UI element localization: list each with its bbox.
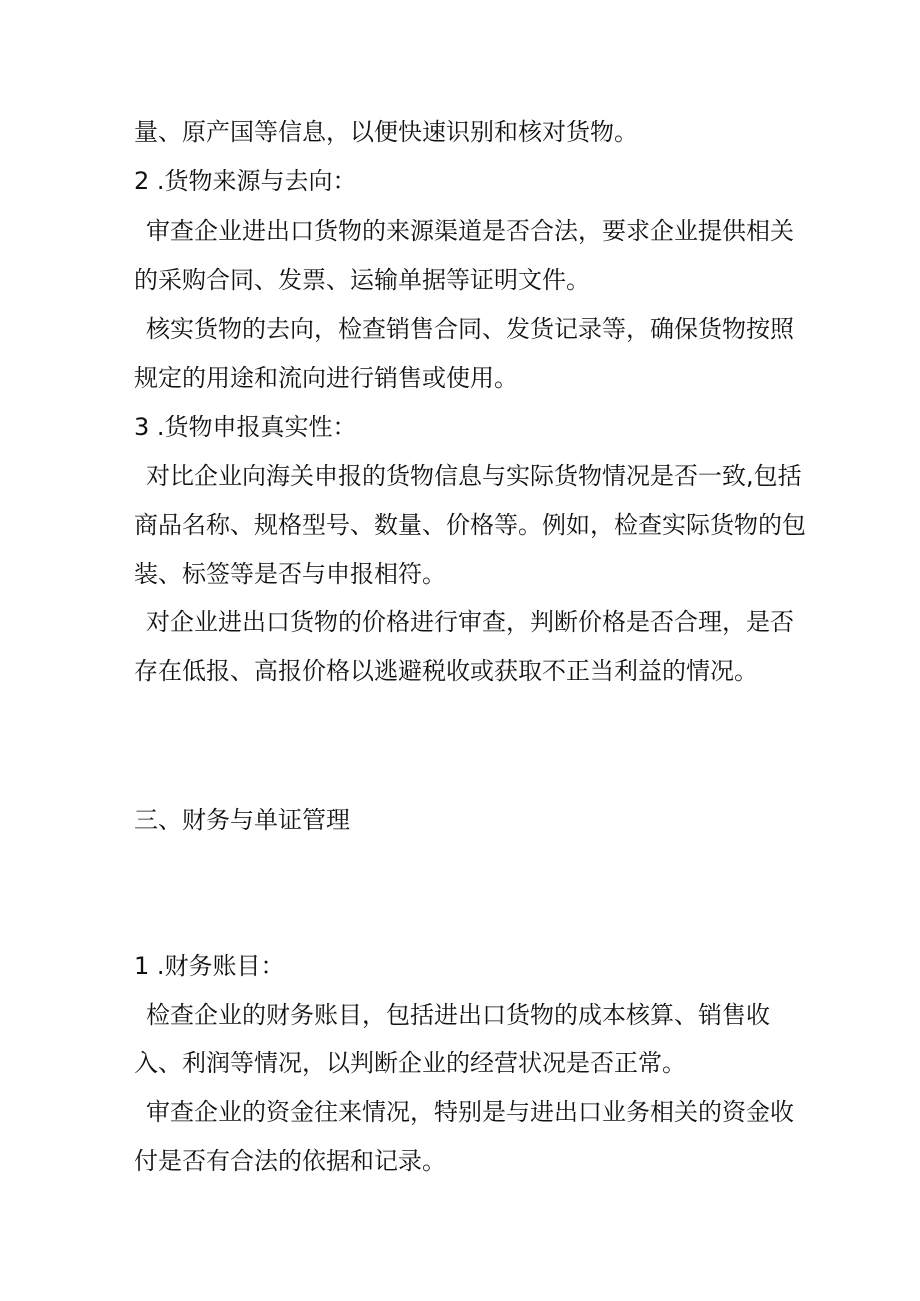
paragraph-line: 付是否有合法的依据和记录。 xyxy=(134,1147,446,1175)
paragraph-line: 审查企业进出口货物的来源渠道是否合法，要求企业提供相关 xyxy=(146,217,794,245)
paragraph-line: 检查企业的财务账目，包括进出口货物的成本核算、销售收 xyxy=(146,1001,770,1029)
paragraph-line: 对比企业向海关申报的货物信息与实际货物情况是否一致,包括 xyxy=(146,462,802,490)
section-heading: 3 .货物申报真实性： xyxy=(134,413,357,441)
paragraph-line: 量、原产国等信息，以便快速识别和核对货物。 xyxy=(134,118,638,146)
paragraph-line: 审查企业的资金往来情况，特别是与进出口业务相关的资金收 xyxy=(146,1098,794,1126)
chapter-heading: 三、财务与单证管理 xyxy=(134,806,350,834)
section-heading: 2 .货物来源与去向： xyxy=(134,167,357,195)
paragraph-line: 入、利润等情况，以判断企业的经营状况是否正常。 xyxy=(134,1049,686,1077)
paragraph-line: 的采购合同、发票、运输单据等证明文件。 xyxy=(134,266,590,294)
paragraph-line: 存在低报、高报价格以逃避税收或获取不正当利益的情况。 xyxy=(134,657,758,685)
paragraph-line: 对企业进出口货物的价格进行审查，判断价格是否合理，是否 xyxy=(146,608,794,636)
paragraph-line: 装、标签等是否与申报相符。 xyxy=(134,560,446,588)
section-heading: 1 .财务账目： xyxy=(134,952,285,980)
paragraph-line: 商品名称、规格型号、数量、价格等。例如，检查实际货物的包 xyxy=(134,511,806,539)
paragraph-line: 规定的用途和流向进行销售或使用。 xyxy=(134,364,518,392)
paragraph-line: 核实货物的去向，检查销售合同、发货记录等，确保货物按照 xyxy=(146,315,794,343)
